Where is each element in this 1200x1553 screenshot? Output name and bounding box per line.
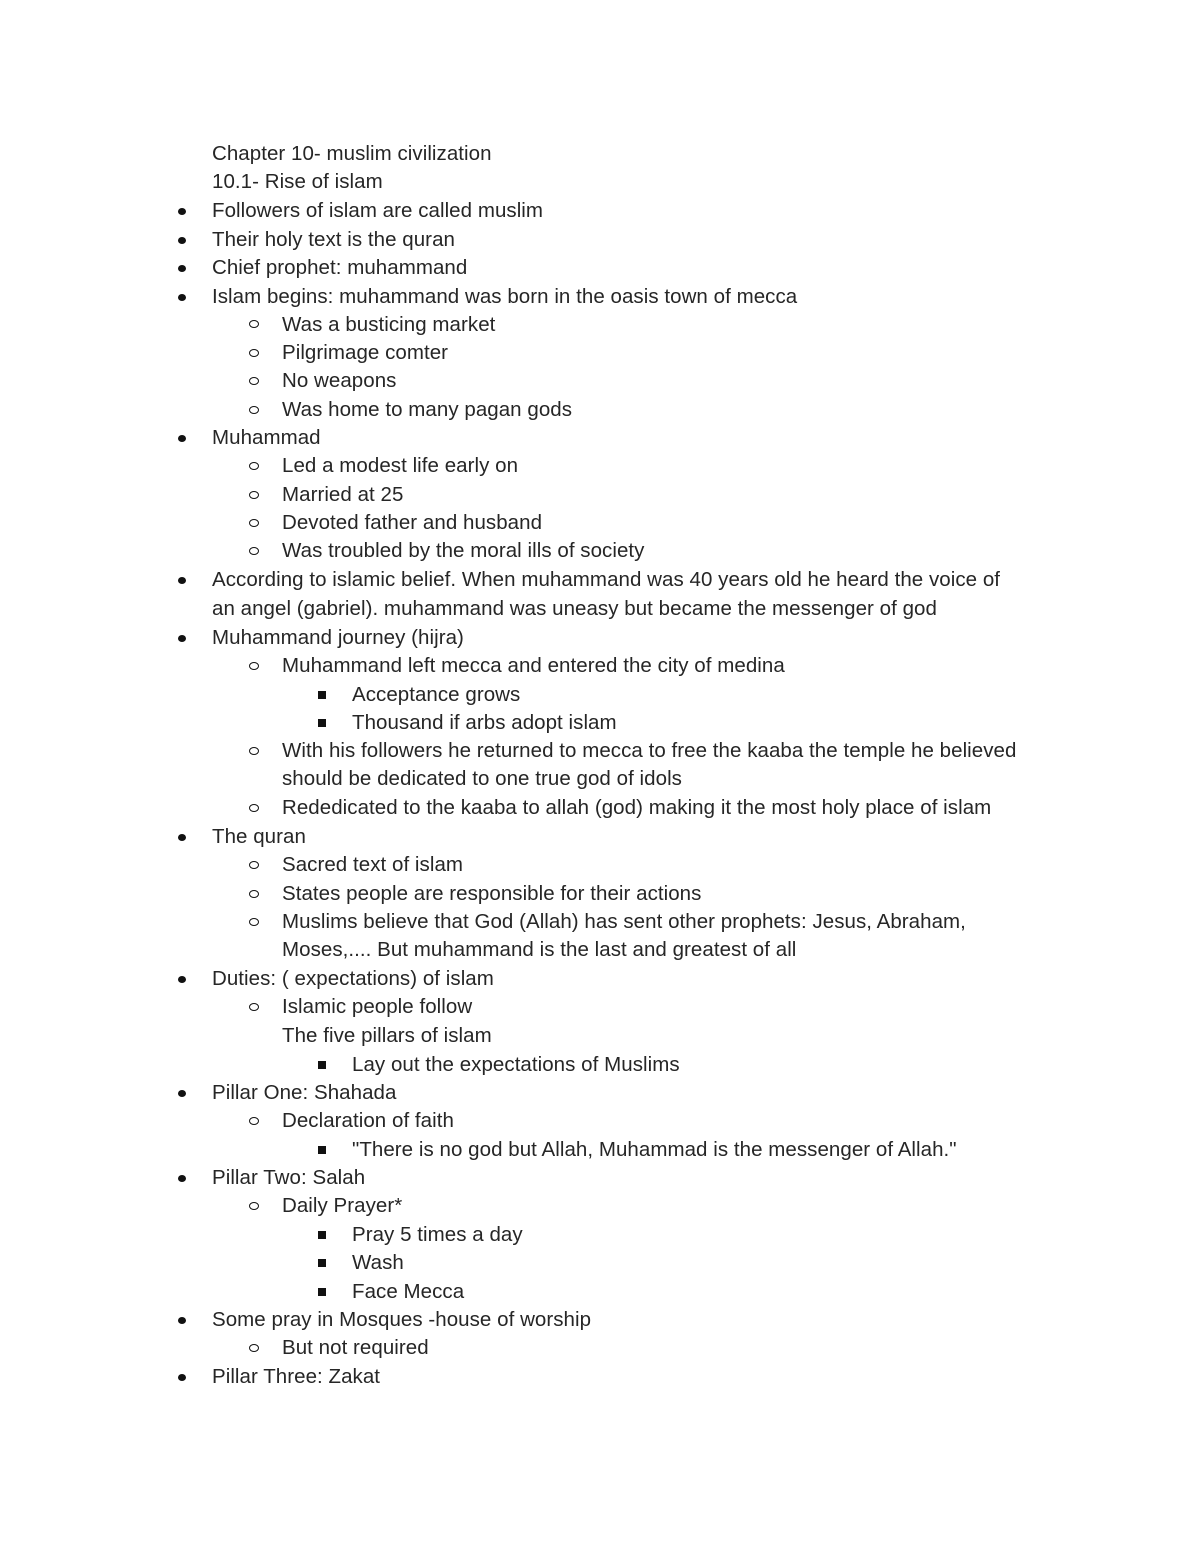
bullet-level1	[178, 976, 186, 983]
bullet-level1	[178, 237, 186, 244]
bullet-level1	[178, 635, 186, 642]
bullet-level1	[178, 1317, 186, 1324]
bullet-level1	[178, 1175, 186, 1182]
list-item-continuation: The five pillars of islam	[282, 1024, 492, 1047]
bullet-level2	[249, 890, 259, 898]
list-item: Pillar Three: Zakat	[212, 1365, 381, 1388]
bullet-level2	[249, 377, 259, 385]
list-item: Declaration of faith	[282, 1109, 454, 1132]
list-item: Islamic people follow	[282, 995, 473, 1018]
bullet-level2	[249, 1202, 259, 1210]
list-item: Muhammad	[212, 426, 321, 449]
list-item: Their holy text is the quran	[212, 228, 455, 251]
bullet-level2	[249, 349, 259, 357]
bullet-level1	[178, 265, 186, 272]
bullet-level1	[178, 1090, 186, 1097]
list-item: Was home to many pagan gods	[282, 398, 573, 421]
bullet-level1	[178, 577, 186, 584]
bullet-level3	[318, 1259, 326, 1267]
list-item: Islam begins: muhammand was born in the oasis town of mecca	[212, 285, 798, 308]
section-heading: 10.1- Rise of islam	[212, 170, 383, 193]
list-item: Daily Prayer*	[282, 1194, 403, 1217]
list-item: Face Mecca	[352, 1280, 465, 1303]
list-item: Acceptance grows	[352, 683, 521, 706]
bullet-level2	[249, 747, 259, 755]
document-title: Chapter 10- muslim civilization	[212, 142, 492, 165]
bullet-level2	[249, 1344, 259, 1352]
bullet-level2	[249, 547, 259, 555]
list-item: "There is no god but Allah, Muhammad is the messenger of Allah."	[352, 1138, 957, 1161]
list-item: According to islamic belief. When muhammand was 40 years old he heard the voice of	[212, 568, 1001, 591]
list-item: Devoted father and husband	[282, 511, 543, 534]
bullet-level2	[249, 491, 259, 499]
list-item: Duties: ( expectations) of islam	[212, 967, 494, 990]
list-item: Thousand if arbs adopt islam	[352, 711, 617, 734]
list-item: Pilgrimage comter	[282, 341, 449, 364]
list-item: Was troubled by the moral ills of society	[282, 539, 645, 562]
list-item-continuation: should be dedicated to one true god of idols	[282, 767, 682, 790]
bullet-level3	[318, 719, 326, 727]
list-item: Chief prophet: muhammand	[212, 256, 468, 279]
bullet-level2	[249, 662, 259, 670]
bullet-level3	[318, 1288, 326, 1296]
list-item: Sacred text of islam	[282, 853, 464, 876]
list-item: Married at 25	[282, 483, 404, 506]
list-item: Was a busticing market	[282, 313, 496, 336]
list-item: Pillar One: Shahada	[212, 1081, 397, 1104]
list-item: Some pray in Mosques -house of worship	[212, 1308, 592, 1331]
bullet-level2	[249, 918, 259, 926]
bullet-level1	[178, 834, 186, 841]
bullet-level2	[249, 320, 259, 328]
list-item-continuation: Moses,.... But muhammand is the last and greatest of all	[282, 938, 797, 961]
list-item: Muhammand left mecca and entered the city of medina	[282, 654, 785, 677]
bullet-level1	[178, 294, 186, 301]
bullet-level2	[249, 519, 259, 527]
list-item: With his followers he returned to mecca to free the kaaba the temple he believed	[282, 739, 1017, 762]
list-item: Muslims believe that God (Allah) has sent other prophets: Jesus, Abraham,	[282, 910, 966, 933]
bullet-level2	[249, 406, 259, 414]
list-item: Led a modest life early on	[282, 454, 519, 477]
list-item-continuation: an angel (gabriel). muhammand was uneasy but became the messenger of god	[212, 597, 937, 620]
bullet-level1	[178, 435, 186, 442]
list-item: Pillar Two: Salah	[212, 1166, 366, 1189]
list-item: Pray 5 times a day	[352, 1223, 523, 1246]
bullet-level2	[249, 1003, 259, 1011]
bullet-level2	[249, 804, 259, 812]
bullet-level3	[318, 1146, 326, 1154]
list-item: Lay out the expectations of Muslims	[352, 1053, 680, 1076]
list-item: No weapons	[282, 369, 397, 392]
bullet-level3	[318, 1231, 326, 1239]
bullet-level2	[249, 861, 259, 869]
list-item: The quran	[212, 825, 306, 848]
bullet-level1	[178, 1374, 186, 1381]
bullet-level2	[249, 462, 259, 470]
bullet-level1	[178, 208, 186, 215]
list-item: But not required	[282, 1336, 429, 1359]
bullet-level2	[249, 1117, 259, 1125]
list-item: Wash	[352, 1251, 404, 1274]
list-item: Rededicated to the kaaba to allah (god) making it the most holy place of islam	[282, 796, 992, 819]
list-item: Followers of islam are called muslim	[212, 199, 544, 222]
bullet-level3	[318, 691, 326, 699]
list-item: Muhammand journey (hijra)	[212, 626, 464, 649]
bullet-level3	[318, 1061, 326, 1069]
list-item: States people are responsible for their actions	[282, 882, 702, 905]
